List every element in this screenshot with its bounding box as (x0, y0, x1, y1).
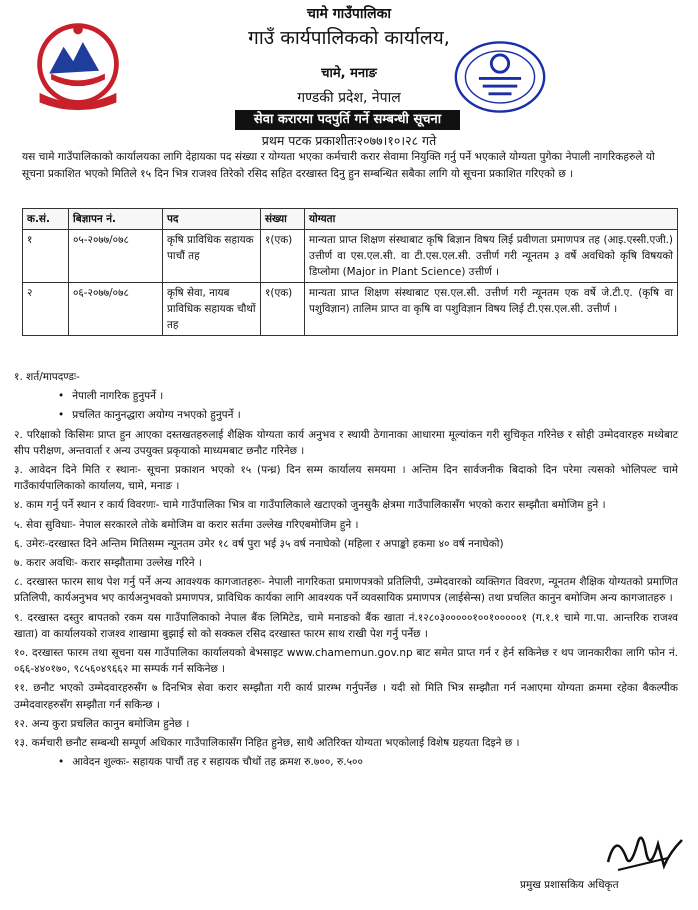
note-1b: • प्रचलित कानुनद्धारा अयोग्य नभएको हुनुपर्ने । (58, 407, 678, 423)
col-header-post: पद (163, 209, 261, 230)
note-13a: • आवेदन शुल्कः- सहायक पाचौं तह र सहायक चौथों तह क्रमश रु.७००, रु.५०० (58, 754, 678, 770)
note-6: ६. उमेरः-दरखास्त दिने अन्तिम मितिसम्म न्यूनतम उमेर १८ वर्ष पुरा भई ३५ वर्ष ननाघेको (महिला र अपाङ्को हकमा ४० वर्ष ननाघेको) (14, 537, 504, 550)
note-7: ७. करार अवधिः- करार सम्झौतामा उल्लेख गरिने । (14, 557, 202, 570)
cell-count: १(एक) (261, 283, 305, 336)
province-country: गण्डकी प्रदेश, नेपाल (297, 90, 401, 106)
col-header-qualification: योग्यता (305, 209, 678, 230)
note-1: १. शर्त/मापदण्डः- (14, 371, 80, 383)
publish-date: प्रथम पटक प्रकाशीतः२०७७।१०।२८ गते (261, 133, 437, 148)
vacancy-table (22, 208, 678, 336)
col-header-ad-no: बिज्ञापन नं. (69, 209, 163, 230)
note-13: १३. कर्मचारी छनौट सम्बन्धी सम्पूर्ण अधिकार गाउँपालिकासँग निहित हुनेछ, साथै अतिरिक्त योग्यता भएकोलाई विशेष ग्रहयता दिइने छ । (14, 737, 520, 750)
table-header-row (23, 209, 678, 230)
note-11: ११. छनौट भएको उम्मेदवारहरुसँग ७ दिनभित्र सेवा करार सम्झौता गरी कार्य प्रारम्भ गर्नुपर्नेछ । यदी सो मिति भित्र सम्झौता गर्न नआएमा योग्यता क्रममा रहेका बैकल्पीक उम्मेदवारहरुसँग सम्झौता गर्न सकिन्छ । (14, 682, 678, 711)
note-8: ८. दरखास्त फारम साथ पेश गर्नु पर्ने अन्य आवश्यक कागजातहरुः- नेपाली नागरिकता प्रमाणपत्रको प्रतिलिपी, उम्मेदवारको व्यक्तिगत विवरण, न्यूनतम शैक्षिक योग्यतको प्रमाणित प्रतिलिपी, कार्यअनुभव भए कार्यअनुभवको प्रमाणपत्र, प्राविधिक कार्यका लागि आवश्यक पर्ने व्यवसायिक प्रमाणपत्र (लाईसेन्स) तथा प्रचलित कानुन बमोजिम अन्य कागजातहरु । (14, 576, 678, 605)
cell-qualification: मान्यता प्राप्त शिक्षण संस्थाबाट एस.एल.सी. उत्तीर्ण गरी न्यूनतम एक वर्षे जे.टी.ए. (कृषि वा पशुविज्ञान) तालिम प्राप्त वा कृषि वा पशुविज्ञान विषय लिई टी.एस.एल.सी. उत्तीर्ण । (305, 283, 678, 336)
office-name: गाउँ कार्यपालिकको कार्यालय, (248, 27, 450, 49)
col-header-sn: क.सं. (23, 209, 69, 230)
note-2: २. परिक्षाको किसिमः प्राप्त हुन आएका दस्तखतहरुलाई शैक्षिक योग्यता कार्य अनुभव र स्थायी ठेगानाका आधारमा मूल्यांकन गरी सुचिकृत गरिनेछ र सोही उम्मेदवारहरु मध्येबाट सीप परीक्षण, अन्तवार्ता र अन्य उपयुक्त प्रकृयाको माध्यमबाट छनौट गरिनेछ । (14, 428, 678, 457)
table-row (23, 283, 678, 336)
note-1a: • नेपाली नागरिक हुनुपर्ने । (58, 388, 678, 404)
cell-post: कृषि प्राविधिक सहायक पाचौं तह (163, 230, 261, 283)
office-location: चामे, मनाङ (321, 66, 377, 81)
note-3: ३. आवेदन दिने मिति र स्थानः- सूचना प्रकाशन भएको १५ (पन्ध्र) दिन सम्म कार्यालय समयमा । अन्तिम दिन सार्वजनीक बिदाको दिन परेमा त्यसको भोलिपल्ट चामे गाउँकार्यपालिकाको कार्यालय, चामे, मनाङ । (14, 464, 678, 493)
col-header-count: संख्या (261, 209, 305, 230)
conditions-list (14, 369, 678, 773)
notice-title: सेवा करारमा पदपुर्ति गर्ने सम्बन्धी सूचना (235, 110, 460, 130)
officer-title: प्रमुख प्रशासकिय अधिकृत (520, 879, 619, 891)
cell-qualification: मान्यता प्राप्त शिक्षण संस्थाबाट कृषि बिज्ञान विषय लिई प्रवीणता प्रमाणपत्र तह (आइ.एस्सी.एजी.) उत्तीर्ण वा एस.एल.सी. वा टी.एस.एल.सी. उत्तीर्ण गरी न्यूनतम ३ वर्षे अवधिको कृषि विषयको डिप्लोमा (Major in Plant Science) उत्तीर्ण । (305, 230, 678, 283)
note-4: ४. काम गर्नु पर्ने स्थान र कार्य विवरणः- चामे गाउँपालिका भित्र वा गाउँपालिकाले खटाएको जुनसुकै क्षेत्रमा गाउँपालिकासँग भएको करार सम्झौता बमोजिम हुने । (14, 499, 606, 512)
cell-count: १(एक) (261, 230, 305, 283)
cell-ad-no: ०५-२०७७/०७८ (69, 230, 163, 283)
cell-post: कृषि सेवा, नायब प्राविधिक सहायक चौथों तह (163, 283, 261, 336)
cell-sn: २ (23, 283, 69, 336)
note-9: ९. दरखास्त दस्तुर बापतको रकम यस गाउँपालिकाको नेपाल बैंक लिमिटेड, चामे मनाङको बैंक खाता नं.१२८०३०००००१००१०००००१ (ग.१.१ चामे गा.पा. आन्तरिक राजश्व खाता) वा कार्यालयको राजश्व शाखामा बुझाई सो को सक्कल रसिद दरखास्त फारम साथ राखी पेश गर्नु पर्नेछ । (14, 611, 678, 640)
cell-sn: १ (23, 230, 69, 283)
signature-icon (598, 822, 688, 882)
municipality-name: चामे गाउँपालिका (306, 6, 392, 22)
intro-paragraph: यस चामे गाउँपालिकाको कार्यालयका लागि देहायका पद संख्या र योग्यता भएका कर्मचारी करार सेवामा नियुक्ति गर्नु पर्ने भएकाले योग्यता पुगेका नेपाली नागरिकहरुले यो सूचना प्रकाशित भएको मितिले १५ दिन भित्र राजश्व तिरेको रसिद सहित दरखास्त दिनु हुन सम्बन्धित सबैका लागि यो सूचना प्रकाशित गरिएको छ । (22, 151, 655, 180)
cell-ad-no: ०६-२०७७/०७८ (69, 283, 163, 336)
table-row (23, 230, 678, 283)
note-10: १०. दरखास्त फारम तथा सूचना यस गाउँपालिका कार्यालयको बेभसाइट www.chamemun.gov.np बाट समेत प्राप्त गर्न र हेर्न सकिनेछ र थप जानकारीका लागि फोन नं. ०६६-४४०१७०, ९८५६०४९६६२ मा सम्पर्क गर्न सकिनेछ । (14, 647, 678, 676)
note-12: १२. अन्य कुरा प्रचलित कानुन बमोजिम हुनेछ । (14, 717, 190, 730)
note-5: ५. सेवा सुविधाः- नेपाल सरकारले तोके बमोजिम वा करार सर्तमा उल्लेख गरिएबमोजिम हुने । (14, 518, 359, 531)
